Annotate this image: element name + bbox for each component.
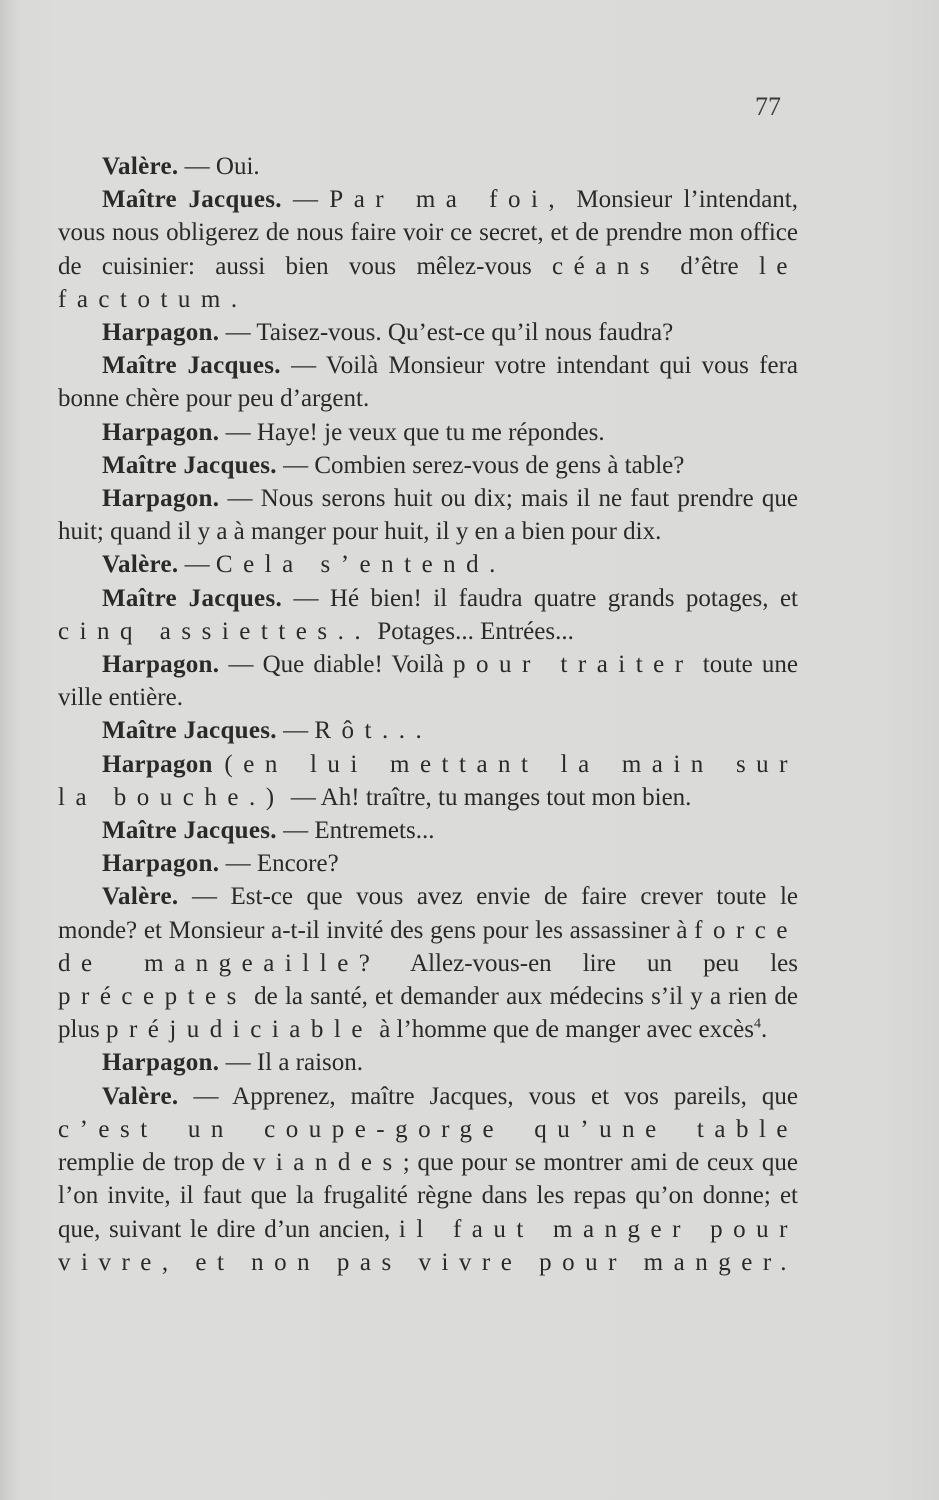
dialogue-text-run: — Oui. [178, 153, 260, 180]
dialogue-line [58, 748, 798, 814]
dialogue-text-run: de la santé, et demander aux médecins s’il y a rien de plus [58, 983, 798, 1044]
dialogue-text-run: — [178, 551, 216, 579]
dialogue-text-run: — Hé bien! il faudra quatre grands potages, et [282, 584, 798, 612]
spaced-text: (en lui mettant la main sur la bouche.) [58, 750, 799, 811]
dialogue-text [58, 150, 798, 1279]
dialogue-line [58, 349, 798, 415]
speaker-name: Valère. [102, 551, 179, 579]
dialogue-text-run: Monsieur l’intendant, vous nous obligerez de nous faire voir ce secret, et de prendre mon office de cuisinier: aussi bien vous mêlez-vous [58, 186, 798, 280]
speaker-name: Valère. [102, 153, 179, 180]
dialogue-line [58, 548, 798, 581]
page-number: 77 [755, 92, 781, 121]
dialogue-line [58, 1046, 798, 1079]
dialogue-line [58, 714, 798, 747]
dialogue-text-run [213, 751, 225, 778]
dialogue-text-run: — Combien serez-vous de gens à table? [276, 451, 685, 479]
dialogue-text-run: toute une ville entière. [58, 651, 798, 712]
dialogue-line [58, 449, 798, 482]
speaker-name: Valère. [102, 1082, 179, 1110]
dialogue-line [58, 847, 798, 880]
dialogue-text-run: — Taisez-vous. Qu’est-ce qu’il nous faudra? [219, 319, 674, 347]
dialogue-line [58, 1080, 798, 1279]
spaced-text: Par ma foi, [329, 186, 566, 214]
dialogue-text-run: — Voilà Monsieur votre intendant qui vous fera bonne chère pour peu d’argent. [58, 352, 798, 413]
speaker-name: Harpagon. [102, 1049, 220, 1077]
speaker-name: Harpagon. [102, 485, 220, 513]
dialogue-text-run: — [281, 186, 330, 214]
dialogue-text-run: Allez-vous-en lire un peu les [380, 949, 798, 977]
dialogue-text-run: — Il a raison. [219, 1049, 364, 1077]
speaker-name: Maître Jacques. [102, 817, 277, 845]
dialogue-line [58, 150, 798, 183]
speaker-name: Maître Jacques. [102, 717, 277, 745]
spaced-text: force de mangeaille? [58, 916, 798, 977]
dialogue-text-run: — Ah! traître, tu manges tout mon bien. [284, 783, 692, 811]
dialogue-text-run: — Que diable! Voilà [219, 651, 453, 679]
dialogue-text-run: — Apprenez, maître Jacques, vous et vos pareils, que [178, 1082, 798, 1110]
speaker-name: Harpagon. [102, 418, 220, 446]
dialogue-text-run: ; que pour se montrer ami de ceux que l’on invite, il faut que la frugalité règne dans les repas qu’on donne; et que, suivant le dire d’un ancien, [58, 1149, 798, 1243]
spaced-text: pour traiter [452, 651, 694, 679]
dialogue-line [58, 316, 798, 349]
dialogue-line [58, 648, 798, 714]
dialogue-text-run: . [761, 1016, 768, 1044]
spaced-text: il faut manger pour vivre, et non pas vivre pour manger. [58, 1215, 798, 1276]
dialogue-text-run: Potages... Entrées... [371, 617, 574, 645]
dialogue-text-run: remplie de trop de [58, 1149, 253, 1177]
dialogue-line [58, 416, 798, 449]
footnote-marker: 4 [754, 1016, 762, 1032]
speaker-name: Maître Jacques. [102, 584, 283, 612]
dialogue-text-run: — Entremets... [276, 817, 435, 845]
spaced-text: le factotum. [58, 252, 798, 313]
spaced-text: cinq assiettes.. [58, 617, 372, 645]
dialogue-line [58, 582, 798, 648]
spaced-text: Rôt... [314, 717, 433, 745]
speaker-name: Harpagon. [102, 651, 220, 679]
dialogue-line [58, 482, 798, 548]
dialogue-line [58, 880, 798, 1046]
spaced-text: préjudiciable [105, 1016, 373, 1044]
dialogue-text-run: — Nous serons huit ou dix; mais il ne faut prendre que huit; quand il y a à manger pour huit, il y en a bien pour dix. [58, 485, 798, 546]
dialogue-line [58, 183, 798, 316]
dialogue-text-run: — Haye! je veux que tu me répondes. [219, 418, 605, 446]
spaced-text: viandes [252, 1149, 403, 1177]
speaker-name: Harpagon. [102, 850, 220, 878]
speaker-name: Valère. [102, 883, 179, 911]
spaced-text: Cela s’entend. [215, 551, 506, 579]
dialogue-text-run: — Est-ce que vous avez envie de faire crever toute le monde? et Monsieur a-t-il invité des gens pour les assassiner à [58, 883, 798, 944]
dialogue-text-run: à l’homme que de manger avec excès [372, 1016, 755, 1044]
spaced-text: céans [552, 252, 661, 280]
speaker-name: Harpagon. [102, 319, 220, 347]
spaced-text: c’est un coupe-gorge qu’une table [58, 1115, 798, 1143]
dialogue-line [58, 814, 798, 847]
dialogue-text-run: d’être [660, 252, 759, 280]
speaker-name: Maître Jacques. [102, 451, 277, 479]
dialogue-text-run: — [276, 717, 315, 745]
dialogue-text-run: — Encore? [219, 850, 339, 878]
spaced-text: préceptes [58, 983, 247, 1011]
speaker-name: Maître Jacques. [102, 352, 281, 380]
speaker-name: Maître Jacques. [102, 186, 282, 214]
speaker-name: Harpagon [102, 750, 213, 778]
